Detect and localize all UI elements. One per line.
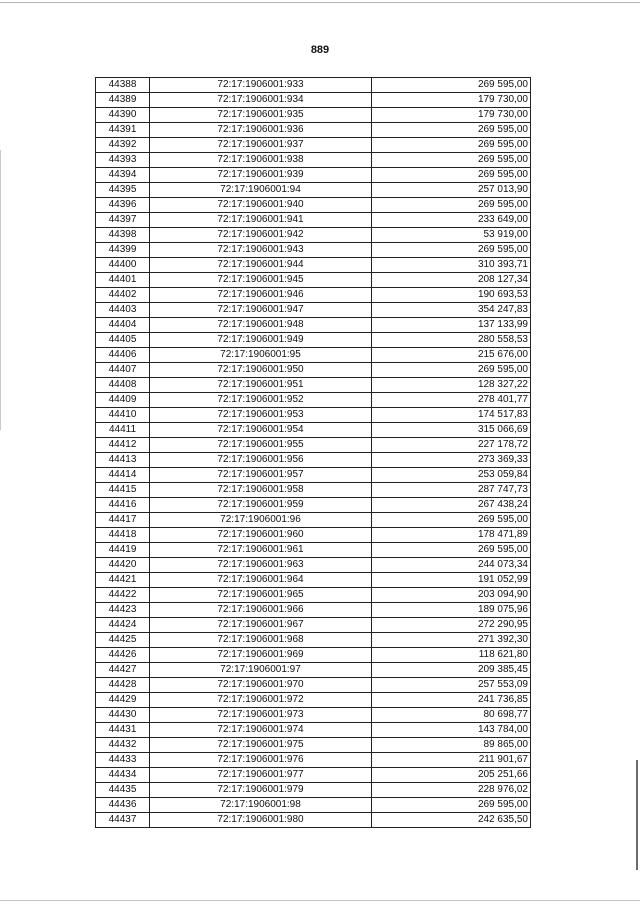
row-number-cell: 44388 [96, 78, 150, 93]
cadastral-value-cell: 143 784,00 [372, 723, 531, 738]
row-number-cell: 44395 [96, 183, 150, 198]
row-number-cell: 44435 [96, 783, 150, 798]
table-row [96, 78, 531, 93]
cadastral-value-table [95, 77, 531, 828]
table-row [96, 738, 531, 753]
row-number-cell: 44402 [96, 288, 150, 303]
cadastral-number-cell: 72:17:1906001:965 [150, 588, 372, 603]
row-number-cell: 44415 [96, 483, 150, 498]
cadastral-value-cell: 128 327,22 [372, 378, 531, 393]
cadastral-value-cell: 228 976,02 [372, 783, 531, 798]
cadastral-value-cell: 211 901,67 [372, 753, 531, 768]
cadastral-value-cell: 278 401,77 [372, 393, 531, 408]
cadastral-value-cell: 179 730,00 [372, 108, 531, 123]
row-number-cell: 44421 [96, 573, 150, 588]
row-number-cell: 44422 [96, 588, 150, 603]
cadastral-value-cell: 269 595,00 [372, 123, 531, 138]
scan-border-top [0, 2, 640, 3]
cadastral-number-cell: 72:17:1906001:970 [150, 678, 372, 693]
table-row [96, 363, 531, 378]
cadastral-number-cell: 72:17:1906001:955 [150, 438, 372, 453]
table-row [96, 318, 531, 333]
cadastral-value-cell: 257 553,09 [372, 678, 531, 693]
row-number-cell: 44407 [96, 363, 150, 378]
table-row [96, 633, 531, 648]
cadastral-value-cell: 269 595,00 [372, 138, 531, 153]
cadastral-value-cell: 273 369,33 [372, 453, 531, 468]
cadastral-value-cell: 269 595,00 [372, 78, 531, 93]
row-number-cell: 44389 [96, 93, 150, 108]
cadastral-value-cell: 89 865,00 [372, 738, 531, 753]
cadastral-number-cell: 72:17:1906001:948 [150, 318, 372, 333]
table-row [96, 438, 531, 453]
table-row [96, 558, 531, 573]
row-number-cell: 44424 [96, 618, 150, 633]
cadastral-number-cell: 72:17:1906001:974 [150, 723, 372, 738]
table-row [96, 393, 531, 408]
cadastral-number-cell: 72:17:1906001:945 [150, 273, 372, 288]
row-number-cell: 44430 [96, 708, 150, 723]
row-number-cell: 44433 [96, 753, 150, 768]
cadastral-number-cell: 72:17:1906001:934 [150, 93, 372, 108]
scan-edge-left [0, 150, 1, 430]
cadastral-value-cell: 208 127,34 [372, 273, 531, 288]
cadastral-value-cell: 209 385,45 [372, 663, 531, 678]
row-number-cell: 44428 [96, 678, 150, 693]
cadastral-number-cell: 72:17:1906001:946 [150, 288, 372, 303]
table-row [96, 138, 531, 153]
cadastral-number-cell: 72:17:1906001:939 [150, 168, 372, 183]
cadastral-number-cell: 72:17:1906001:972 [150, 693, 372, 708]
cadastral-number-cell: 72:17:1906001:961 [150, 543, 372, 558]
table-row [96, 468, 531, 483]
table-row [96, 303, 531, 318]
table-row [96, 498, 531, 513]
row-number-cell: 44403 [96, 303, 150, 318]
cadastral-value-cell: 354 247,83 [372, 303, 531, 318]
row-number-cell: 44432 [96, 738, 150, 753]
row-number-cell: 44418 [96, 528, 150, 543]
cadastral-value-cell: 269 595,00 [372, 243, 531, 258]
table-row [96, 663, 531, 678]
cadastral-number-cell: 72:17:1906001:96 [150, 513, 372, 528]
row-number-cell: 44401 [96, 273, 150, 288]
cadastral-number-cell: 72:17:1906001:98 [150, 798, 372, 813]
table-row [96, 453, 531, 468]
cadastral-value-cell: 241 736,85 [372, 693, 531, 708]
row-number-cell: 44396 [96, 198, 150, 213]
table-row [96, 288, 531, 303]
cadastral-value-cell: 267 438,24 [372, 498, 531, 513]
cadastral-value-cell: 269 595,00 [372, 513, 531, 528]
row-number-cell: 44427 [96, 663, 150, 678]
row-number-cell: 44426 [96, 648, 150, 663]
row-number-cell: 44398 [96, 228, 150, 243]
cadastral-value-cell: 178 471,89 [372, 528, 531, 543]
cadastral-value-cell: 190 693,53 [372, 288, 531, 303]
table-row [96, 378, 531, 393]
table-row [96, 348, 531, 363]
cadastral-number-cell: 72:17:1906001:977 [150, 768, 372, 783]
cadastral-number-cell: 72:17:1906001:941 [150, 213, 372, 228]
cadastral-number-cell: 72:17:1906001:958 [150, 483, 372, 498]
row-number-cell: 44390 [96, 108, 150, 123]
scan-edge-right [636, 760, 638, 870]
table-row [96, 408, 531, 423]
table-body [96, 78, 531, 828]
cadastral-value-cell: 203 094,90 [372, 588, 531, 603]
cadastral-value-cell: 205 251,66 [372, 768, 531, 783]
cadastral-value-cell: 137 133,99 [372, 318, 531, 333]
cadastral-number-cell: 72:17:1906001:969 [150, 648, 372, 663]
cadastral-number-cell: 72:17:1906001:957 [150, 468, 372, 483]
table-row [96, 528, 531, 543]
table-row [96, 273, 531, 288]
cadastral-number-cell: 72:17:1906001:963 [150, 558, 372, 573]
table-row [96, 618, 531, 633]
table-row [96, 168, 531, 183]
table-row [96, 798, 531, 813]
cadastral-value-cell: 310 393,71 [372, 258, 531, 273]
table-row [96, 603, 531, 618]
cadastral-value-cell: 191 052,99 [372, 573, 531, 588]
cadastral-number-cell: 72:17:1906001:968 [150, 633, 372, 648]
table-row [96, 768, 531, 783]
cadastral-number-cell: 72:17:1906001:979 [150, 783, 372, 798]
cadastral-value-cell: 269 595,00 [372, 543, 531, 558]
table-row [96, 753, 531, 768]
cadastral-number-cell: 72:17:1906001:937 [150, 138, 372, 153]
row-number-cell: 44392 [96, 138, 150, 153]
cadastral-number-cell: 72:17:1906001:944 [150, 258, 372, 273]
row-number-cell: 44399 [96, 243, 150, 258]
table-row [96, 228, 531, 243]
row-number-cell: 44397 [96, 213, 150, 228]
row-number-cell: 44391 [96, 123, 150, 138]
row-number-cell: 44404 [96, 318, 150, 333]
cadastral-value-cell: 280 558,53 [372, 333, 531, 348]
cadastral-value-cell: 257 013,90 [372, 183, 531, 198]
table-row [96, 123, 531, 138]
cadastral-number-cell: 72:17:1906001:947 [150, 303, 372, 318]
cadastral-value-cell: 244 073,34 [372, 558, 531, 573]
table-row [96, 648, 531, 663]
table-row [96, 813, 531, 828]
table-row [96, 588, 531, 603]
table-row [96, 153, 531, 168]
cadastral-number-cell: 72:17:1906001:973 [150, 708, 372, 723]
cadastral-number-cell: 72:17:1906001:94 [150, 183, 372, 198]
row-number-cell: 44400 [96, 258, 150, 273]
cadastral-number-cell: 72:17:1906001:938 [150, 153, 372, 168]
cadastral-number-cell: 72:17:1906001:959 [150, 498, 372, 513]
page-number: 889 [310, 44, 330, 56]
cadastral-value-cell: 315 066,69 [372, 423, 531, 438]
cadastral-number-cell: 72:17:1906001:967 [150, 618, 372, 633]
cadastral-number-cell: 72:17:1906001:97 [150, 663, 372, 678]
row-number-cell: 44429 [96, 693, 150, 708]
table-row [96, 543, 531, 558]
cadastral-value-cell: 215 676,00 [372, 348, 531, 363]
table-row [96, 333, 531, 348]
table-row [96, 423, 531, 438]
cadastral-value-cell: 118 621,80 [372, 648, 531, 663]
cadastral-number-cell: 72:17:1906001:942 [150, 228, 372, 243]
row-number-cell: 44414 [96, 468, 150, 483]
table-row [96, 198, 531, 213]
table-row [96, 483, 531, 498]
row-number-cell: 44394 [96, 168, 150, 183]
cadastral-number-cell: 72:17:1906001:976 [150, 753, 372, 768]
row-number-cell: 44393 [96, 153, 150, 168]
table-row [96, 243, 531, 258]
cadastral-value-cell: 227 178,72 [372, 438, 531, 453]
cadastral-number-cell: 72:17:1906001:980 [150, 813, 372, 828]
row-number-cell: 44419 [96, 543, 150, 558]
table-row [96, 513, 531, 528]
row-number-cell: 44425 [96, 633, 150, 648]
table-row [96, 708, 531, 723]
row-number-cell: 44420 [96, 558, 150, 573]
cadastral-value-cell: 233 649,00 [372, 213, 531, 228]
row-number-cell: 44437 [96, 813, 150, 828]
table-row [96, 723, 531, 738]
cadastral-number-cell: 72:17:1906001:951 [150, 378, 372, 393]
table-row [96, 678, 531, 693]
table-row [96, 213, 531, 228]
row-number-cell: 44412 [96, 438, 150, 453]
cadastral-number-cell: 72:17:1906001:952 [150, 393, 372, 408]
cadastral-number-cell: 72:17:1906001:953 [150, 408, 372, 423]
row-number-cell: 44416 [96, 498, 150, 513]
cadastral-value-cell: 272 290,95 [372, 618, 531, 633]
cadastral-value-cell: 174 517,83 [372, 408, 531, 423]
row-number-cell: 44423 [96, 603, 150, 618]
cadastral-number-cell: 72:17:1906001:956 [150, 453, 372, 468]
row-number-cell: 44411 [96, 423, 150, 438]
cadastral-number-cell: 72:17:1906001:964 [150, 573, 372, 588]
row-number-cell: 44417 [96, 513, 150, 528]
cadastral-value-cell: 179 730,00 [372, 93, 531, 108]
row-number-cell: 44408 [96, 378, 150, 393]
cadastral-value-cell: 269 595,00 [372, 798, 531, 813]
cadastral-number-cell: 72:17:1906001:95 [150, 348, 372, 363]
cadastral-value-cell: 269 595,00 [372, 153, 531, 168]
cadastral-value-cell: 271 392,30 [372, 633, 531, 648]
cadastral-number-cell: 72:17:1906001:954 [150, 423, 372, 438]
cadastral-number-cell: 72:17:1906001:936 [150, 123, 372, 138]
row-number-cell: 44406 [96, 348, 150, 363]
table-row [96, 573, 531, 588]
table-row [96, 783, 531, 798]
cadastral-number-cell: 72:17:1906001:950 [150, 363, 372, 378]
table-row [96, 183, 531, 198]
cadastral-number-cell: 72:17:1906001:949 [150, 333, 372, 348]
cadastral-number-cell: 72:17:1906001:943 [150, 243, 372, 258]
cadastral-value-cell: 287 747,73 [372, 483, 531, 498]
cadastral-number-cell: 72:17:1906001:975 [150, 738, 372, 753]
row-number-cell: 44410 [96, 408, 150, 423]
table-row [96, 258, 531, 273]
cadastral-value-cell: 189 075,96 [372, 603, 531, 618]
table-row [96, 693, 531, 708]
cadastral-value-cell: 269 595,00 [372, 363, 531, 378]
row-number-cell: 44434 [96, 768, 150, 783]
cadastral-value-cell: 269 595,00 [372, 168, 531, 183]
cadastral-value-cell: 242 635,50 [372, 813, 531, 828]
cadastral-number-cell: 72:17:1906001:935 [150, 108, 372, 123]
cadastral-number-cell: 72:17:1906001:933 [150, 78, 372, 93]
cadastral-number-cell: 72:17:1906001:966 [150, 603, 372, 618]
table-row [96, 108, 531, 123]
cadastral-value-cell: 253 059,84 [372, 468, 531, 483]
cadastral-number-cell: 72:17:1906001:940 [150, 198, 372, 213]
cadastral-value-cell: 269 595,00 [372, 198, 531, 213]
cadastral-value-cell: 53 919,00 [372, 228, 531, 243]
row-number-cell: 44409 [96, 393, 150, 408]
row-number-cell: 44413 [96, 453, 150, 468]
scan-border-bottom [0, 900, 640, 901]
row-number-cell: 44405 [96, 333, 150, 348]
row-number-cell: 44431 [96, 723, 150, 738]
table-row [96, 93, 531, 108]
row-number-cell: 44436 [96, 798, 150, 813]
cadastral-value-cell: 80 698,77 [372, 708, 531, 723]
cadastral-number-cell: 72:17:1906001:960 [150, 528, 372, 543]
